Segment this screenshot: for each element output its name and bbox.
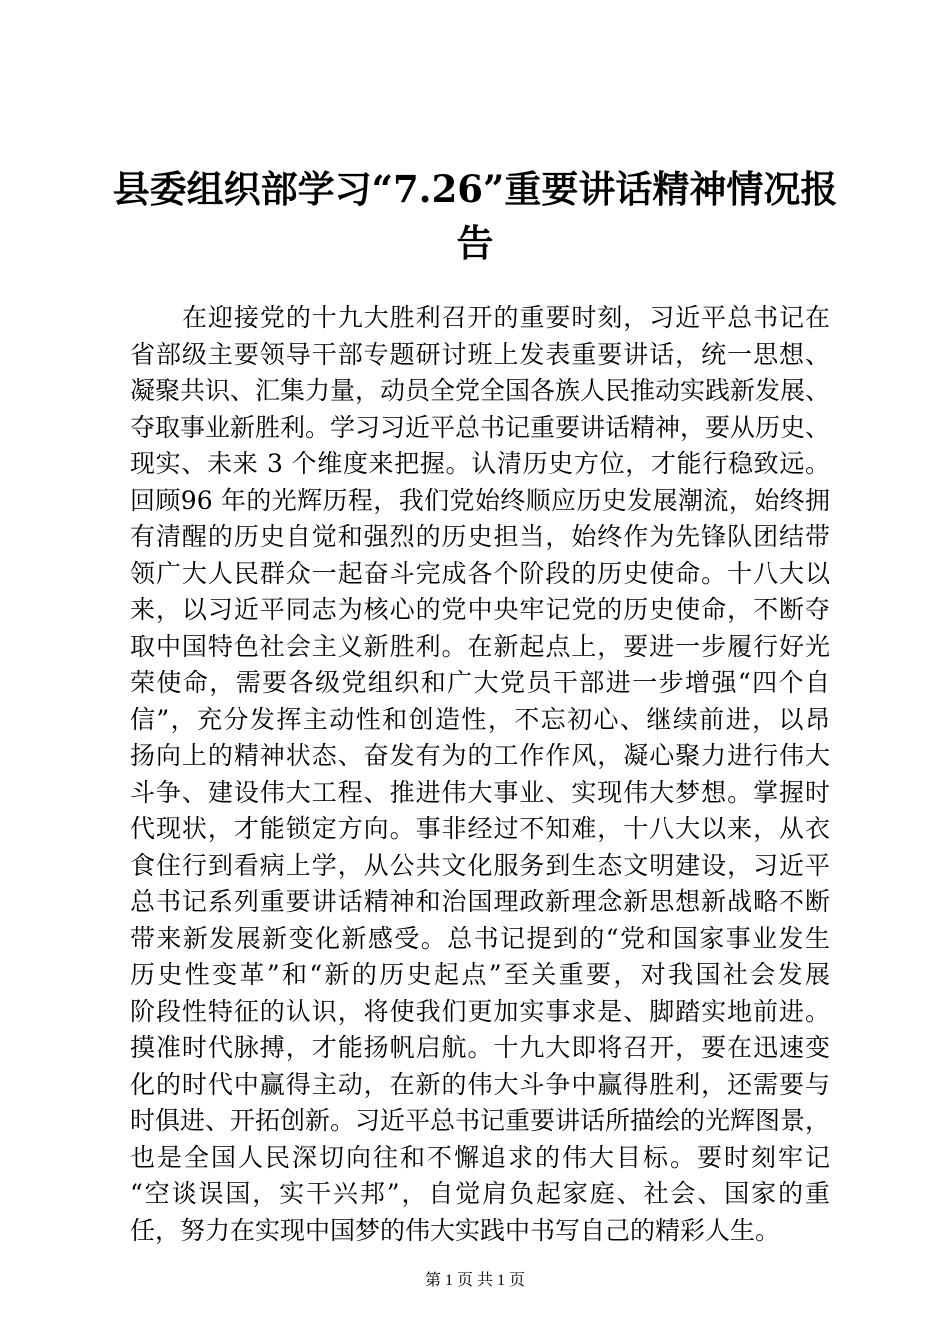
- body-line: 有清醒的历史自觉和强烈的历史担当，始终作为先锋队团结带: [130, 522, 830, 551]
- body-line: 省部级主要领导干部专题研讨班上发表重要讲话，统一思想、: [130, 339, 830, 369]
- body-line: 取中国特色社会主义新胜利。在新起点上，要进一步履行好光: [130, 631, 830, 661]
- body-line: 在迎接党的十九大胜利召开的重要时刻，习近平总书记在: [182, 303, 830, 332]
- body-line: 代现状，才能锁定方向。事非经过不知难，十八大以来，从衣: [130, 814, 830, 843]
- body-line: 摸准时代脉搏，才能扬帆启航。十九大即将召开，要在迅速变: [130, 1033, 830, 1062]
- body-line: 凝聚共识、汇集力量，动员全党全国各族人民推动实践新发展、: [130, 376, 831, 405]
- body-line: 现实、未来 3 个维度来把握。认清历史方位，才能行稳致远。: [130, 449, 830, 478]
- body-line: 化的时代中赢得主动，在新的伟大斗争中赢得胜利，还需要与: [130, 1069, 830, 1099]
- body-line: 带来新发展新变化新感受。总书记提到的“党和国家事业发生: [130, 923, 830, 953]
- body-line: 斗争、建设伟大工程、推进伟大事业、实现伟大梦想。掌握时: [130, 777, 830, 807]
- body-line: 回顾96 年的光辉历程，我们党始终顺应历史发展潮流，始终拥: [130, 485, 830, 515]
- body-line: 阶段性特征的认识，将使我们更加实事求是、脚踏实地前进。: [130, 996, 830, 1026]
- body-line: 信”，充分发挥主动性和创造性，不忘初心、继续前进，以昂: [130, 704, 830, 734]
- body-line: 荣使命，需要各级党组织和广大党员干部进一步增强“四个自: [130, 668, 830, 697]
- document-title: [100, 162, 850, 270]
- body-line: 也是全国人民深切向往和不懈追求的伟大目标。要时刻牢记: [130, 1142, 830, 1172]
- body-line: 任，努力在实现中国梦的伟大实践中书写自己的精彩人生。: [130, 1215, 781, 1245]
- title-line-1: 县委组织部学习“7.26”重要讲话精神情况报: [112, 167, 838, 211]
- body-line: 领广大人民群众一起奋斗完成各个阶段的历史使命。十八大以: [130, 558, 830, 588]
- body-line: 历史性变革”和“新的历史起点”至关重要，对我国社会发展: [130, 960, 830, 989]
- body-line: 夺取事业新胜利。学习习近平总书记重要讲话精神，要从历史、: [130, 412, 831, 442]
- body-line: 时俱进、开拓创新。习近平总书记重要讲话所描绘的光辉图景，: [130, 1106, 831, 1135]
- body-line: 总书记系列重要讲话精神和治国理政新理念新思想新战略不断: [130, 887, 830, 916]
- body-line: 来，以习近平同志为核心的党中央牢记党的历史使命，不断夺: [130, 595, 830, 624]
- title-line-2: 告: [456, 221, 494, 265]
- body-line: 食住行到看病上学，从公共文化服务到生态文明建设，习近平: [130, 850, 830, 880]
- page-footer: 第 1 页 共 1 页: [424, 1272, 525, 1289]
- body-line: “空谈误国，实干兴邦”，自觉肩负起家庭、社会、国家的重: [130, 1179, 830, 1208]
- body-paragraph: [130, 300, 830, 1249]
- body-line: 扬向上的精神状态、奋发有为的工作作风，凝心聚力进行伟大: [130, 741, 830, 770]
